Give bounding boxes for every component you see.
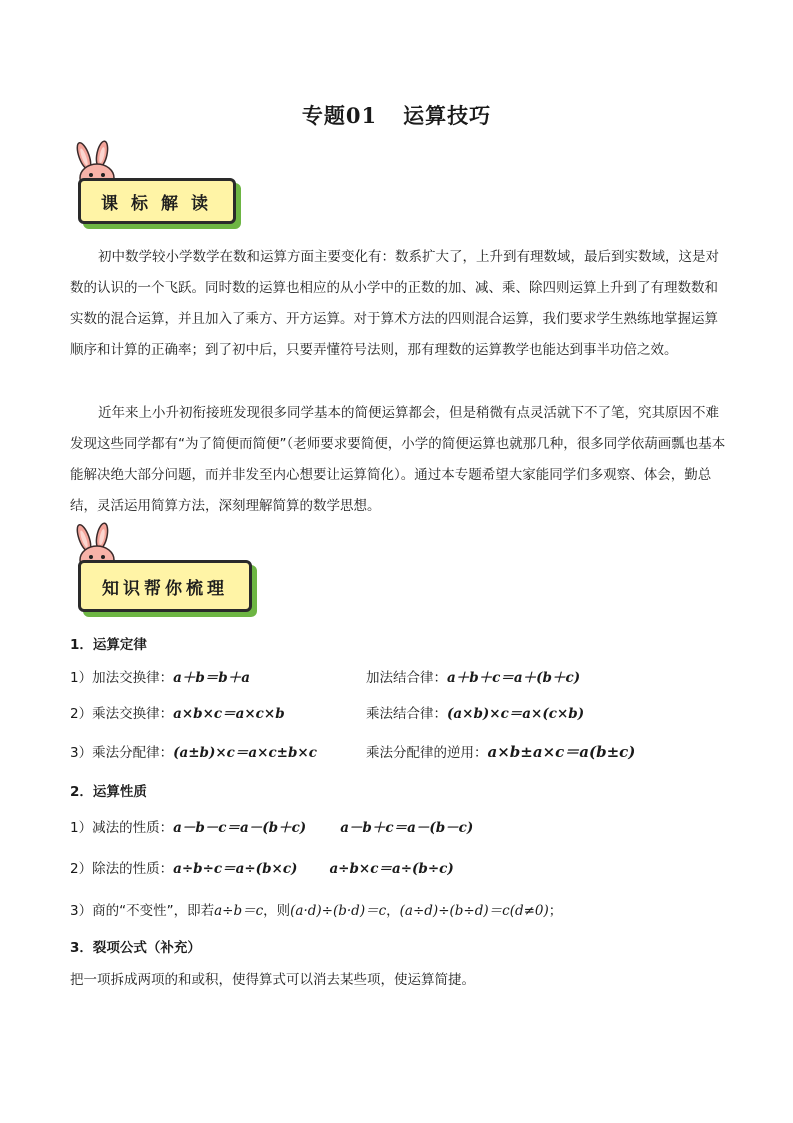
dist-label: 3）乘法分配律：: [70, 745, 174, 761]
prop-row-div: [70, 857, 454, 877]
mul-assoc-label: 乘法结合律：: [366, 706, 447, 722]
intro-text-2: 近年来上小升初衔接班发现很多同学基本的简便运算都会，但是稍微有点灵活就下不了笔，究其原因不难发现这些同学都有“为了简便而简便”（老师要求要简便，小学的简便运算也就那几种，很多同学依葫画瓢也基本能解决绝大部分问题，而并非发至内心想要让运算简化）。通过本专题希望大家能同学们多观察、体会，勤总结，灵活运用简算方法，深刻理解简算的数学思想。: [70, 405, 726, 514]
mul-comm-formula: a×b×c＝a×c×b: [173, 706, 285, 722]
law-row-1: [70, 666, 581, 686]
quot-label: 3）商的“不变性”，即若: [70, 903, 215, 919]
quot-separator: ，: [386, 903, 400, 919]
quot-formula-2: (a÷d)÷(b÷d)＝c(d≠0): [399, 903, 549, 919]
quot-condition: a÷b＝c: [214, 903, 264, 919]
add-assoc-formula: a＋b＋c＝a＋(b＋c): [447, 670, 581, 686]
mul-assoc-formula: (a×b)×c＝a×(c×b): [447, 706, 585, 722]
law-row-2: [70, 702, 585, 722]
banner-knowledge-label: 知识帮你梳理: [78, 560, 252, 612]
div-formula-b: a÷b×c＝a÷(b÷c): [329, 861, 454, 877]
dist-rev-formula: a×b±a×c＝a(b±c): [487, 743, 636, 761]
dist-rev-label: 乘法分配律的逆用：: [366, 745, 488, 761]
mul-comm-label: 2）乘法交换律：: [70, 706, 174, 722]
quot-formula-1: (a·d)÷(b·d)＝c: [290, 903, 387, 919]
split-description: 把一项拆成两项的和或积，使得算式可以消去某些项，使运算简捷。: [70, 972, 475, 988]
add-comm-formula: a＋b＝b＋a: [173, 670, 250, 686]
section-heading-properties: 2．运算性质: [70, 784, 147, 800]
banner-curriculum-label: 课标解读: [78, 178, 236, 224]
dist-formula: (a±b)×c＝a×c±b×c: [173, 745, 317, 761]
law-row-3: [70, 741, 636, 761]
sub-label: 1）减法的性质：: [70, 820, 174, 836]
intro-text-1: 初中数学较小学数学在数和运算方面主要变化有：数系扩大了，上升到有理数域，最后到实数域，这是对数的认识的一个飞跃。同时数的运算也相应的从小学中的正数的加、减、乘、除四则运算上升到了有理数数和实数的混合运算，并且加入了乘方、开方运算。对于算术方法的四则混合运算，我们要求学生熟练地掌握运算顺序和计算的正确率；到了初中后，只要弄懂符号法则，那有理数的运算教学也能达到事半功倍之效。: [70, 249, 719, 358]
title-main: 专题01: [301, 103, 378, 128]
prop-row-quotient: [70, 899, 562, 919]
section-heading-laws: 1．运算定律: [70, 637, 147, 653]
quot-end: ；: [548, 903, 563, 919]
div-formula-a: a÷b÷c＝a÷(b×c): [173, 861, 298, 877]
title-sub: 运算技巧: [403, 103, 492, 128]
section-heading-split: 3．裂项公式（补充）: [70, 940, 201, 956]
div-label: 2）除法的性质：: [70, 861, 174, 877]
add-comm-label: 1）加法交换律：: [70, 670, 174, 686]
intro-paragraph-1: [70, 242, 730, 366]
sub-formula-b: a－b＋c＝a－(b－c): [340, 820, 474, 836]
page-title: [0, 100, 793, 130]
sub-formula-a: a－b－c＝a－(b＋c): [173, 820, 307, 836]
add-assoc-label: 加法结合律：: [366, 670, 447, 686]
prop-row-sub: [70, 816, 473, 836]
quot-then: ，则: [263, 903, 291, 919]
intro-paragraph-2: [70, 398, 730, 522]
